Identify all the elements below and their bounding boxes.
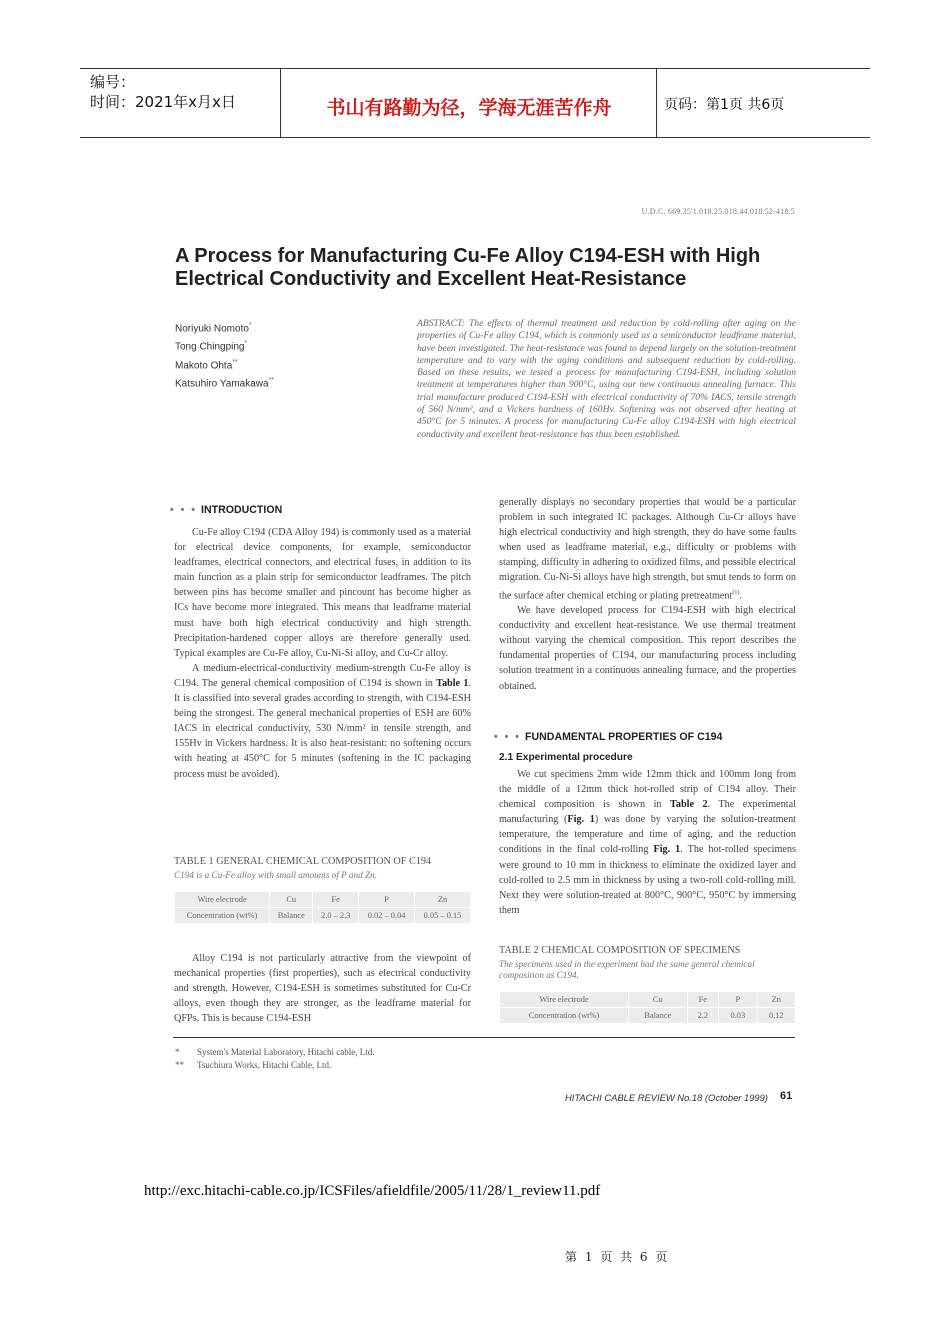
paragraph: Cu-Fe alloy C194 (CDA Alloy 194) is commonly used as a material for electrical device components, for example, semiconductor leadframes, electrical connectors, and electrical fuses, in addition to its main function as a plain strip for semiconductor leadframes. The pitch between pins has become smaller and pincount has become higher as ICs have become more integrated. This means that leadframe material must have both high electrical conductivity and high strength. Precipitation-hardened copper alloys are therefore generally used. Typical examples are Cu-Fe alloy, Cu-Ni-Si alloy, and Cu-Cr alloy.: [174, 527, 471, 659]
table-cell: Concentration (wt%): [175, 908, 270, 924]
left-column: [174, 525, 471, 782]
table-cell: Fe: [313, 892, 359, 908]
table-cell: Cu: [270, 892, 313, 908]
table-row: [175, 908, 471, 924]
table-cell: P: [359, 892, 415, 908]
journal-name: HITACHI CABLE REVIEW No.18 (October 1999): [564, 1092, 768, 1103]
table-cell: Wire electrode: [175, 892, 270, 908]
serial-label: 编号：: [90, 73, 136, 91]
source-url[interactable]: http://exc.hitachi-cable.co.jp/ICSFiles/afieldfile/2005/11/28/1_review11.pdf: [144, 1183, 601, 1199]
table-row: [500, 1008, 796, 1024]
table1: [174, 891, 471, 924]
table2-caption: TABLE 2 CHEMICAL COMPOSITION OF SPECIMENS: [499, 945, 741, 956]
section-heading-fundamental: • • • FUNDAMENTAL PROPERTIES OF C194: [494, 731, 723, 743]
table-cell: Concentration (wt%): [500, 1008, 629, 1024]
right-column: [499, 495, 796, 694]
right-column-continued: [499, 767, 796, 918]
left-column-continued: [174, 951, 471, 1026]
table-cell: Wire electrode: [500, 992, 629, 1008]
footnote-rule: [173, 1037, 795, 1038]
author: Makoto Ohta**: [175, 358, 238, 371]
header-meta: [90, 72, 236, 112]
footnote: * System's Material Laboratory, Hitachi cable, Ltd.: [175, 1047, 375, 1057]
paragraph: Alloy C194 is not particularly attractive from the viewpoint of mechanical properties (first properties), such as electrical conductivity and strength. However, C194-ESH is sometimes substituted for Cu-Cr alloys, even though they are stronger, as the leadframe material for QFPs. This is because C194-ESH: [174, 953, 471, 1025]
table-cell: 0.12: [757, 1008, 795, 1024]
header-motto: 书山有路勤为径，学海无涯苦作舟: [326, 97, 612, 119]
header-divider: [280, 69, 281, 137]
table-cell: Zn: [757, 992, 795, 1008]
table-cell: P: [719, 992, 757, 1008]
table-header-row: [175, 892, 471, 908]
author-list: [175, 318, 274, 391]
paragraph: We have developed process for C194-ESH with high electrical conductivity and excellent heat-resistance. We use thermal treatment without varying the chemical composition. This report describes the fundamental properties of C194, our manufacturing process including solution treatment in a continuous annealing furnace, and the properties obtained.: [499, 605, 796, 692]
table-cell: 2.0 – 2.3: [313, 908, 359, 924]
table-cell: Balance: [629, 1008, 687, 1024]
table-cell: Zn: [415, 892, 471, 908]
header-divider: [656, 69, 657, 137]
table2-subcaption: The specimens used in the experiment had the same general chemical composition as C194.: [499, 959, 755, 980]
table-cell: Cu: [629, 992, 687, 1008]
table2: [499, 991, 796, 1024]
document-header: [80, 68, 870, 138]
udc-code: U.D.C. 669.35'1.018.25.018.44.018.52-418.5: [641, 207, 795, 216]
author: Katsuhiro Yamakawa**: [175, 376, 275, 390]
journal-page-number: 61: [780, 1090, 793, 1102]
author: Tong Chingping*: [175, 340, 248, 353]
footer-page-indicator: 第 1 页 共 6 页: [565, 1250, 670, 1264]
table-cell: Fe: [687, 992, 719, 1008]
table1-subcaption: C194 is a Cu-Fe alloy with small amounts of P and Zn.: [174, 870, 377, 880]
table-cell: 2.2: [687, 1008, 719, 1024]
footnote: ** Tsuchiura Works, Hitachi Cable, Ltd.: [175, 1060, 332, 1070]
table1-caption: TABLE 1 GENERAL CHEMICAL COMPOSITION OF C194: [174, 856, 432, 867]
date-line: 时间：2021年x月x日: [90, 93, 236, 111]
header-page-info: 页码：第1页 共6页: [664, 97, 785, 113]
subsection-heading: 2.1 Experimental procedure: [499, 752, 633, 763]
table-cell: 0.02 – 0.04: [359, 908, 415, 924]
table-cell: 0.03: [719, 1008, 757, 1024]
table-cell: 0.05 – 0.15: [415, 908, 471, 924]
paragraph: A medium-electrical-conductivity medium-strength Cu-Fe alloy is C194. The general chemical composition of C194 is shown in Table 1. It is classified into several grades according to strength, with C194-ESH being the strongest. The general mechanical properties of ESH are 60% IACS in electrical conductivity, 530 N/mm² in tensile strength, and 155Hv in Vickers hardness. It is also heat-resistant: no softening occurs with heating at 450°C for 5 minutes (softening in the IC packaging process must be avoided).: [174, 662, 471, 780]
section-heading-introduction: • • • INTRODUCTION: [170, 504, 283, 516]
table-header-row: [500, 992, 796, 1008]
abstract: ABSTRACT: The effects of thermal treatment and reduction by cold-rolling after aging on the properties of Cu-Fe alloy C194, which is commonly used as a semiconductor leadframe material, have been investigated. The heat-resistance was found to depend largely on the solution-treatment temperature and to vary with the aging conditions and subsequent reduction by cold-rolling. Based on these results, we tested a process for manufacturing C194-ESH, including solution treatment at temperatures higher than 900°C, using our new continuous annealing furnace. This trial manufacture produced C194-ESH with electrical conductivity of 70% IACS, tensile strength of 560 N/mm², and a Vickers hardness of 160Hv. Softening was not observed after heating at 450°C for 5 minutes. A process for manufacturing Cu-Fe alloy C194-ESH with high electrical conductivity and excellent heat-resistance has thus been established.: [417, 318, 796, 440]
table-cell: Balance: [270, 908, 313, 924]
author: Noriyuki Nomoto*: [175, 322, 252, 335]
paragraph: We cut specimens 2mm wide 12mm thick and 100mm long from the middle of a 12mm thick hot-rolled strip of C194 alloy. Their chemical composition is shown in Table 2. The experimental manufacturing (Fig. 1) was done by varying the solution-treatment temperature, the temperature and time of aging, and the reduction conditions in the final cold-rolling Fig. 1. The hot-rolled specimens were ground to 10 mm in thickness to eliminate the oxidized layer and cold-rolled to 2.5 mm in thickness by using a two-roll cold-rolling mill. Next they were solution-treated at 800°C, 900°C, 950°C by immersing them: [499, 769, 797, 916]
paragraph: generally displays no secondary properties that would be a particular problem in such integrated IC packages. Although Cu-Cr alloys have high electrical conductivity and high strength, they do have some faults when used as leadframe material, e.g., difficulty or problems with stamping, difficulty in adhering to oxidized films, and possible electrical migration. Cu-Ni-Si alloys have high strength, but smut tends to form on the surface after chemical etching or plating pretreatment$^{(1)}$.: [499, 497, 796, 601]
paper-title: A Process for Manufacturing Cu-Fe Alloy C194-ESH with High Electrical Conductivity and Excellent Heat-Resistance: [175, 245, 761, 290]
